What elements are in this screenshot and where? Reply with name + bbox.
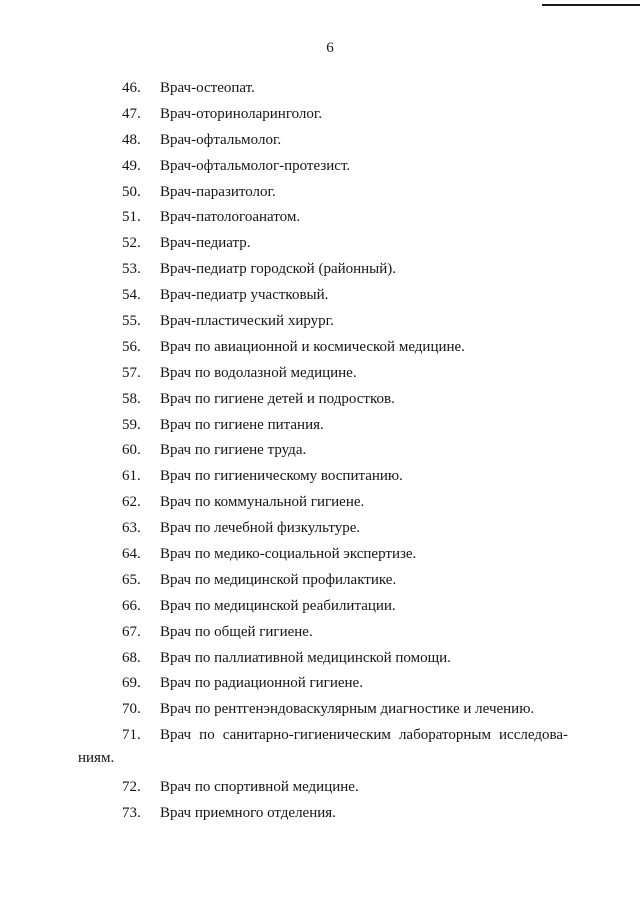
- item-text: Врач по паллиативной медицинской помощи.: [160, 649, 451, 666]
- item-number: 51.: [122, 209, 141, 226]
- list-item: [0, 544, 640, 570]
- item-number: 52.: [122, 235, 141, 252]
- item-text: Врач по медико-социальной экспертизе.: [160, 546, 417, 563]
- item-text: Врач по коммунальной гигиене.: [160, 494, 365, 511]
- item-text: Врач-офтальмолог-протезист.: [160, 157, 351, 174]
- item-number: 48.: [122, 131, 141, 148]
- item-number: 62.: [122, 494, 141, 511]
- list-item: [0, 130, 640, 156]
- item-text: Врач по водолазной медицине.: [160, 364, 357, 381]
- list-item: [0, 777, 640, 803]
- page-number: 6: [326, 40, 334, 56]
- item-text: Врач-патологоанатом.: [160, 209, 301, 226]
- item-number: 70.: [122, 701, 141, 718]
- item-text: Врач по медицинской реабилитации.: [160, 597, 396, 614]
- item-text: Врач по медицинской профилактике.: [160, 571, 397, 588]
- item-number: 64.: [122, 546, 141, 563]
- item-number: 71.: [122, 727, 141, 744]
- header-rule: [542, 4, 640, 6]
- item-number: 46.: [122, 80, 141, 96]
- item-text: Врач по спортивной медицине.: [160, 779, 359, 796]
- list-item: [0, 725, 640, 777]
- item-number: 50.: [122, 183, 141, 200]
- item-text: Врач по гигиене труда.: [160, 442, 307, 459]
- list-item: [0, 156, 640, 182]
- item-number: 58.: [122, 390, 141, 407]
- list-item: [0, 259, 640, 285]
- list-item: [0, 803, 640, 829]
- list-item: [0, 466, 640, 492]
- item-number: 67.: [122, 623, 141, 640]
- item-number: 73.: [122, 804, 141, 821]
- list-item: [0, 622, 640, 648]
- list-item: [0, 78, 640, 104]
- list-item: [0, 389, 640, 415]
- item-text: Врач приемного отделения.: [160, 804, 336, 821]
- list-item: [0, 648, 640, 674]
- item-text: Врач по рентгенэндоваскулярным диагностике и лечению.: [160, 701, 535, 718]
- item-number: 68.: [122, 649, 141, 666]
- item-number: 47.: [122, 105, 141, 122]
- list-item: [0, 337, 640, 363]
- item-text: Врач по гигиене питания.: [160, 416, 324, 433]
- item-text: Врач-оториноларинголог.: [160, 105, 323, 122]
- item-number: 72.: [122, 779, 141, 796]
- item-number: 55.: [122, 313, 141, 330]
- list-item: [0, 363, 640, 389]
- item-text: Врач-педиатр.: [160, 235, 251, 252]
- item-text: Врач по радиационной гигиене.: [160, 675, 363, 692]
- list-item: [0, 182, 640, 208]
- item-text: Врач по общей гигиене.: [160, 623, 313, 640]
- list-item: [0, 673, 640, 699]
- item-number: 59.: [122, 416, 141, 433]
- list-item: [0, 311, 640, 337]
- item-number: 49.: [122, 157, 141, 174]
- item-text: Врач по санитарно-гигиеническим лабораторным исследова-: [160, 727, 568, 744]
- specialty-list: [0, 78, 640, 829]
- list-item: [0, 492, 640, 518]
- item-number: 66.: [122, 597, 141, 614]
- item-text-continuation: ниям.: [78, 750, 115, 767]
- list-item: [0, 440, 640, 466]
- item-number: 60.: [122, 442, 141, 459]
- item-text: Врач по гигиеническому воспитанию.: [160, 468, 403, 485]
- item-number: 53.: [122, 261, 141, 278]
- item-number: 65.: [122, 571, 141, 588]
- list-item: [0, 104, 640, 130]
- item-number: 56.: [122, 338, 141, 355]
- item-text: Врач-паразитолог.: [160, 183, 276, 200]
- item-text: Врач по лечебной физкультуре.: [160, 520, 361, 537]
- item-number: 54.: [122, 287, 141, 304]
- item-text: Врач-остеопат.: [160, 80, 255, 96]
- item-text: Врач по гигиене детей и подростков.: [160, 390, 395, 407]
- list-item: [0, 570, 640, 596]
- item-text: Врач-офтальмолог.: [160, 131, 282, 148]
- list-item: [0, 518, 640, 544]
- list-item: [0, 415, 640, 441]
- list-item: [0, 596, 640, 622]
- list-item: [0, 207, 640, 233]
- item-number: 69.: [122, 675, 141, 692]
- item-number: 61.: [122, 468, 141, 485]
- item-text: Врач-пластический хирург.: [160, 313, 334, 330]
- list-item: [0, 699, 640, 725]
- item-number: 63.: [122, 520, 141, 537]
- list-item: [0, 233, 640, 259]
- item-number: 57.: [122, 364, 141, 381]
- item-text: Врач-педиатр городской (районный).: [160, 261, 397, 278]
- list-item: [0, 285, 640, 311]
- item-text: Врач по авиационной и космической медицине.: [160, 338, 465, 355]
- item-text: Врач-педиатр участковый.: [160, 287, 329, 304]
